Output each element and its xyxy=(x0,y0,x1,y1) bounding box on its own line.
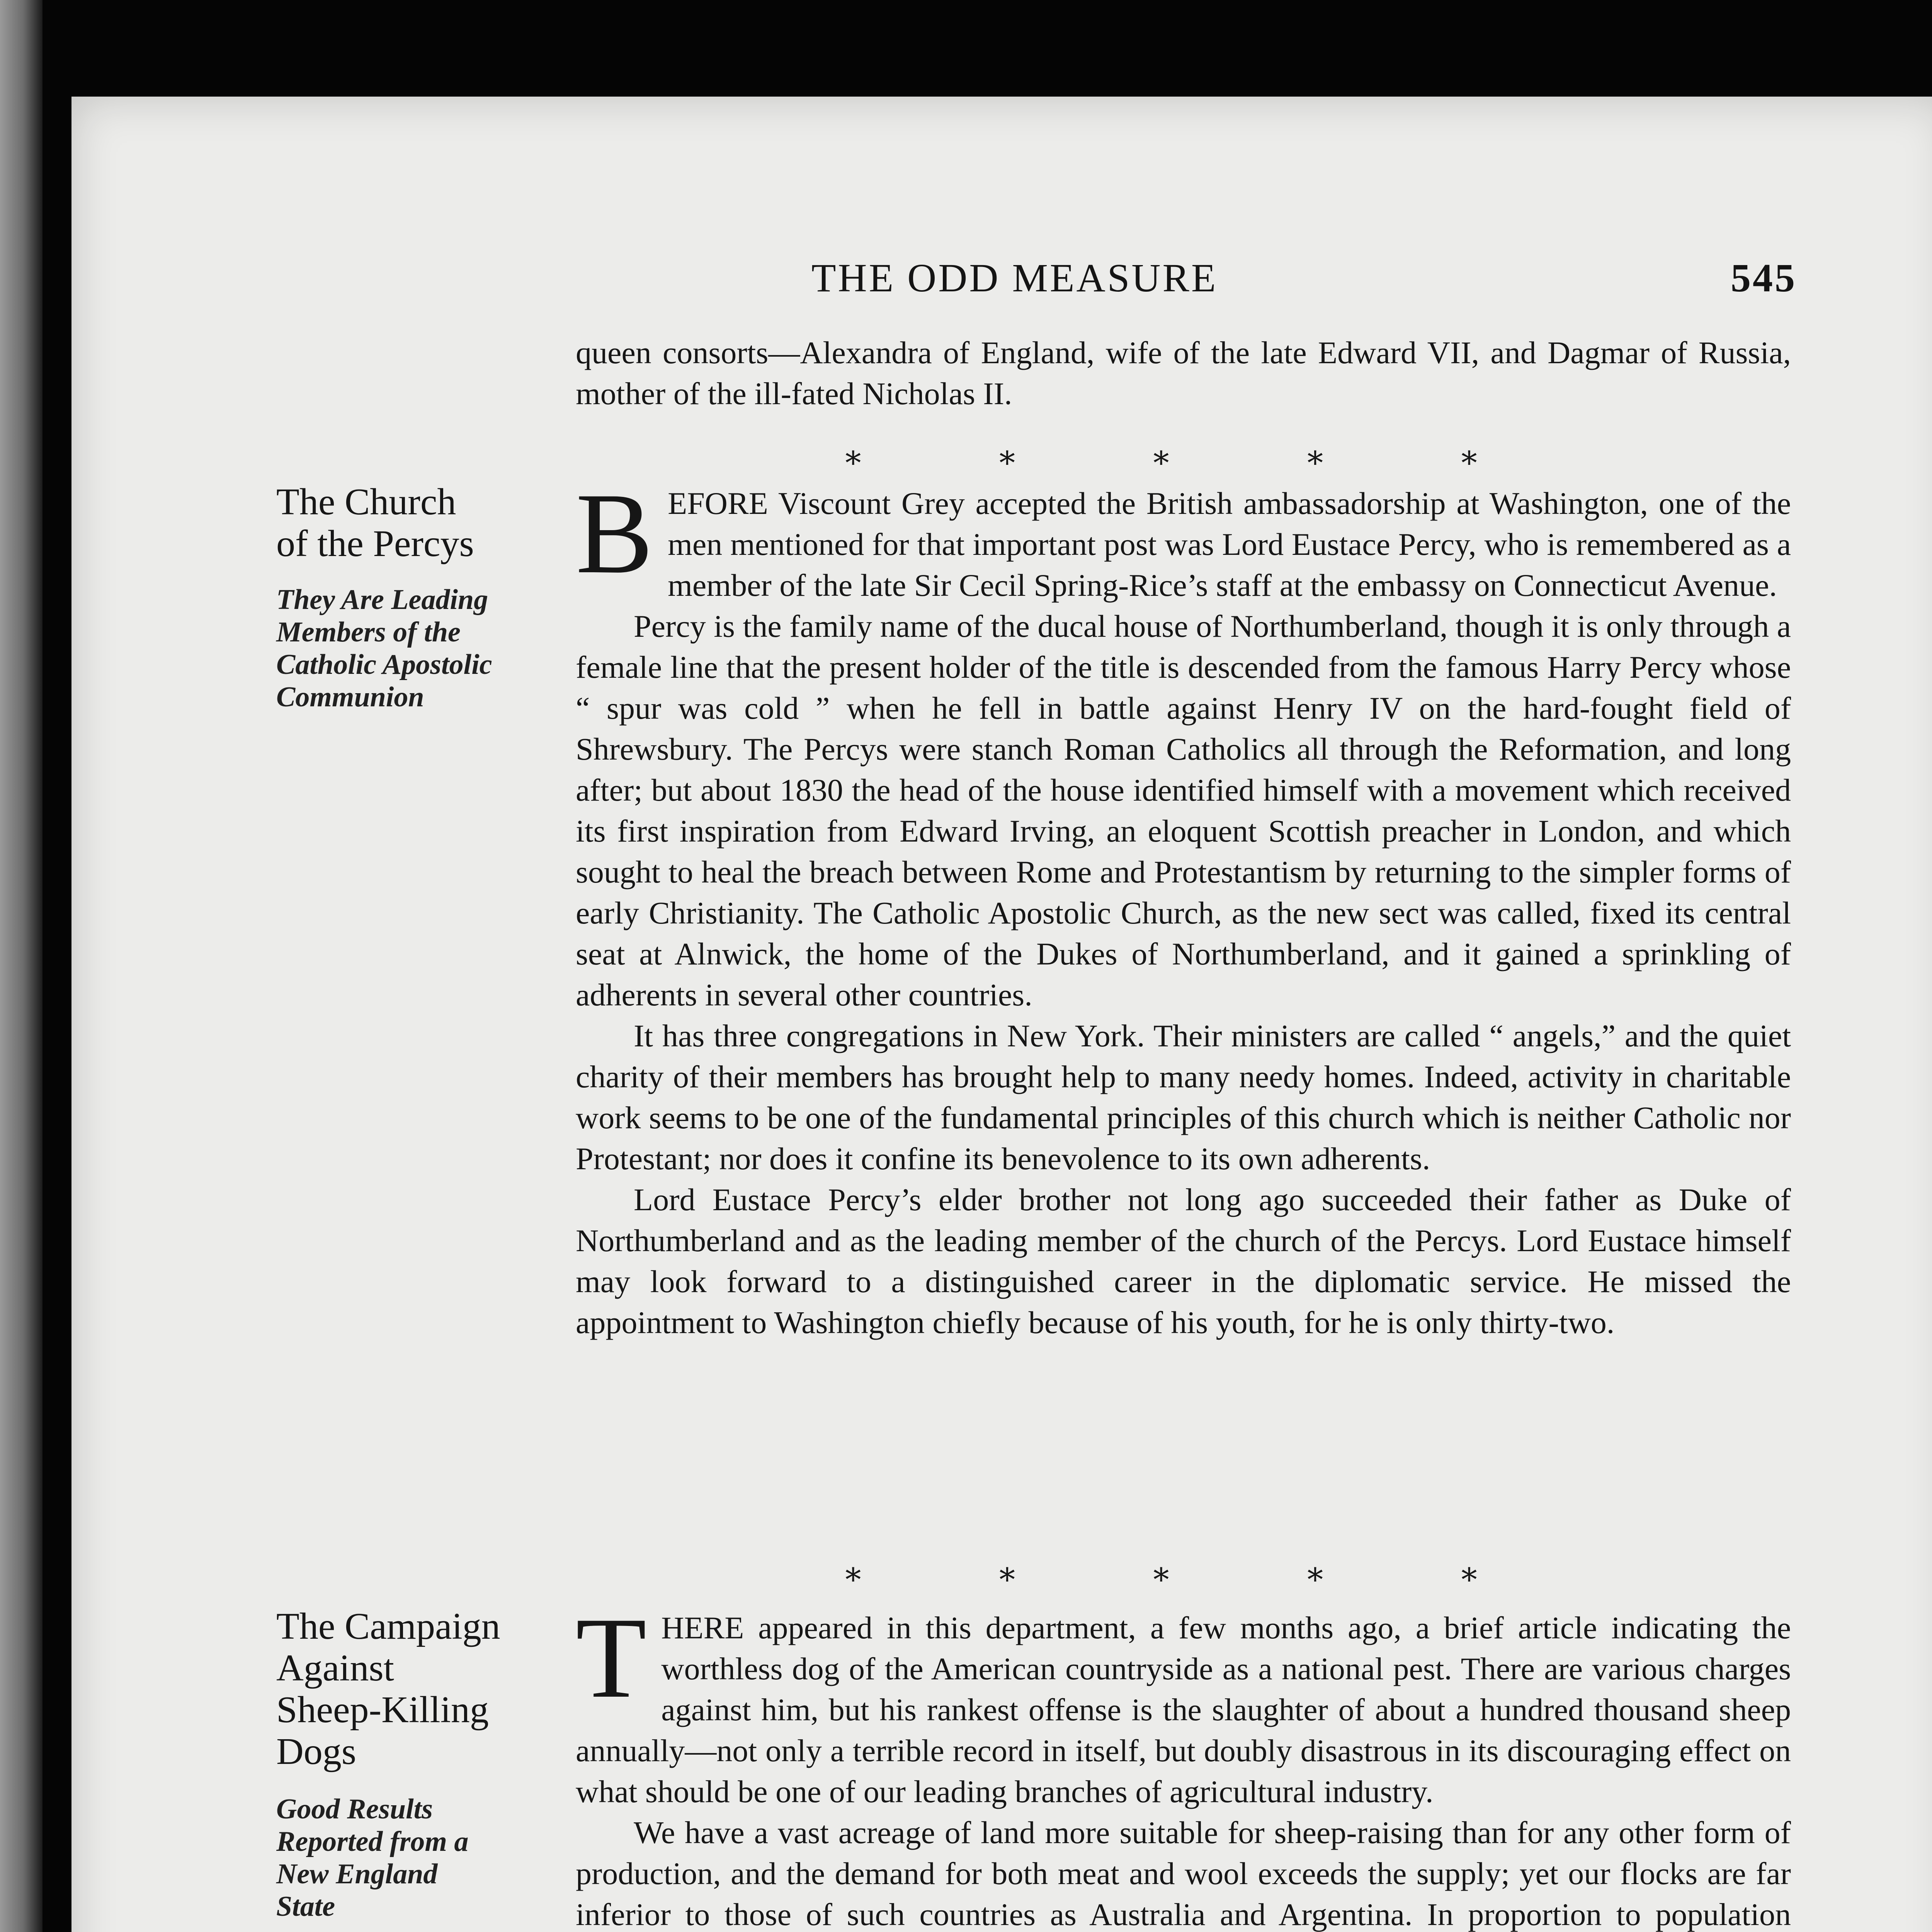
separator-asterisk xyxy=(1458,1553,1480,1594)
drop-cap: T xyxy=(576,1594,647,1722)
page-number: 545 xyxy=(1731,256,1797,300)
subheading-line: Communion xyxy=(276,681,424,713)
section1-paragraph-3: It has three congregations in New York. Their ministers are called “ angels,” and the quiet charity of their members has brought help to many needy homes. Indeed, activity in charitable work seems to be one of the fundamental principles of this church which is neither Catholic nor Protestant; nor does it confine its benevolence to its own adherents. xyxy=(576,1018,1791,1176)
paragraph-text: EFORE Viscount Grey accepted the British ambassadorship at Washington, one of the men mentioned for that important post was Lord Eustace Percy, who is remembered as a member of the late Sir Cecil Spring-Rice’s staff at the embassy on Connecticut Avenue. xyxy=(668,486,1791,603)
running-title: THE ODD MEASURE xyxy=(811,256,1218,300)
subheading-line: Good Results xyxy=(276,1793,433,1825)
separator-asterisk xyxy=(842,437,864,478)
subheading-line: State xyxy=(276,1891,335,1922)
section1-paragraph-1 xyxy=(576,469,1791,606)
section2-heading xyxy=(276,1605,554,1772)
section2-paragraph-2: We have a vast acreage of land more suitable for sheep-raising than for any other form of production, and the demand for both meat and wool exceeds the supply; yet our flocks are far inferior to those of such countries as Australia and Argentina. In proportion to population xyxy=(576,1815,1791,1932)
heading-line: of the Percys xyxy=(276,523,474,565)
section2-body xyxy=(576,1594,1791,1932)
section1-subheading xyxy=(276,583,554,713)
running-head xyxy=(811,255,1797,317)
separator-asterisk xyxy=(997,1553,1018,1594)
intro-paragraph: queen consorts—Alexandra of England, wife of the late Edward VII, and Dagmar of Russia, mother of the ill-fated Nicholas II. xyxy=(576,335,1791,411)
separator-asterisk xyxy=(997,437,1018,478)
heading-line: The Church xyxy=(276,481,456,523)
subheading-line: Reported from a xyxy=(276,1826,469,1857)
separator-asterisk xyxy=(1150,1553,1172,1594)
heading-line: Sheep-Killing xyxy=(276,1689,489,1731)
section-separator xyxy=(842,437,1480,478)
intro-paragraph-block xyxy=(576,332,1791,414)
book-spine-edge xyxy=(0,0,43,1932)
section2-paragraph-1 xyxy=(576,1594,1791,1812)
subheading-line: Catholic Apostolic xyxy=(276,649,492,680)
separator-asterisk xyxy=(1458,437,1480,478)
drop-cap: B xyxy=(576,469,653,597)
separator-asterisk xyxy=(842,1553,864,1594)
separator-asterisk xyxy=(1304,437,1326,478)
separator-asterisk xyxy=(1150,437,1172,478)
heading-line: The Campaign xyxy=(276,1605,500,1647)
subheading-line: New England xyxy=(276,1858,438,1890)
section1-heading xyxy=(276,481,554,565)
section1-body xyxy=(576,469,1791,1343)
section1-paragraph-4: Lord Eustace Percy’s elder brother not long ago succeeded their father as Duke of Northumberland and as the leading member of the church of the Percys. Lord Eustace himself may look forward to a distinguished career in the diplomatic service. He missed the appointment to Washington chiefly because of his youth, for he is only thirty-two. xyxy=(576,1182,1791,1340)
heading-line: Against xyxy=(276,1647,394,1689)
paragraph-text: HERE appeared in this department, a few months ago, a brief article indicating the worthless dog of the American countryside as a national pest. There are various charges against him, but his rankest offense is the slaughter of about a hundred thousand sheep annually—not only a terrible record in itself, but doubly disastrous in its discouraging effect on what should be one of our leading branches of agricultural industry. xyxy=(576,1610,1791,1809)
section2-subheading xyxy=(276,1793,554,1923)
section-separator xyxy=(842,1553,1480,1594)
subheading-line: They Are Leading xyxy=(276,584,488,616)
section1-paragraph-2: Percy is the family name of the ducal house of Northumberland, though it is only through a female line that the present holder of the title is descended from the famous Harry Percy whose “ spur was cold ” when he fell in battle against Henry IV on the hard-fought field of Shrewsbury. The Percys were stanch Roman Catholics all through the Reformation, and long after; but about 1830 the head of the house identified himself with a movement which received its first inspiration from Edward Irving, an eloquent Scottish preacher in London, and which sought to heal the breach between Rome and Protestantism by returning to the simpler forms of early Christianity. The Catholic Apostolic Church, as the new sect was called, fixed its central seat at Alnwick, the home of the Dukes of Northumberland, and it gained a sprinkling of adherents in several other countries. xyxy=(576,609,1791,1012)
subheading-line: Members of the xyxy=(276,616,461,648)
separator-asterisk xyxy=(1304,1553,1326,1594)
heading-line: Dogs xyxy=(276,1731,356,1772)
